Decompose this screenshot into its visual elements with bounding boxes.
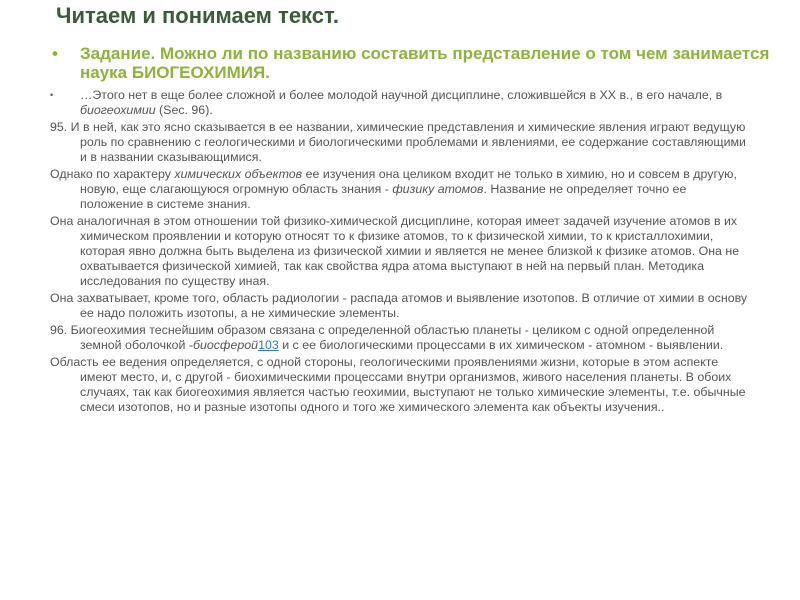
paragraph-text: Она аналогичная в этом отношении той физико-химической дисциплине, которая имеет задачей изучение атомов в их химическом проявлении и которую относят то к физике атомов, то к физической химии, то к кристаллохимии, которая явно должна быть выделена из физической химии и является не менее близкой к физике атомов. Она не охватывается физической химией, так как свойства ядра атома выступают в ней на первый план. Методика исследования по существу иная.: [50, 214, 740, 288]
paragraph-text: 96. Биогеохимия теснейшим образом связана с определенной областью планеты - целиком с одной определенной земной оболочкой -: [50, 323, 715, 352]
paragraph-chemical-objects: [50, 167, 750, 212]
task-bullet-item: [52, 44, 772, 82]
paragraph-text: Однако по характеру: [50, 167, 175, 181]
paragraph-95: [50, 120, 750, 165]
paragraph-text: …Этого нет в еще более сложной и более молодой научной дисциплине, сложившейся в XX в., в его начале, в: [80, 88, 723, 102]
body-text: [50, 88, 750, 417]
paragraph-text: . Название не определяет точно ее положение в системе знания.: [80, 182, 687, 211]
bullet-icon: •: [50, 90, 54, 100]
paragraph-text: Она захватывает, кроме того, область радиологии - распада атомов и выявление изотопов. В отличие от химии в основу ее надо положить изотопы, а не химические элементы.: [50, 291, 748, 320]
emphasis-text: биогеохимии: [80, 103, 156, 117]
footnote-link[interactable]: 103: [258, 338, 279, 352]
paragraph-96: [50, 323, 750, 353]
slide-title: Читаем и понимаем текст.: [56, 3, 339, 28]
emphasis-text: химических объектов: [174, 167, 303, 181]
paragraph-text: и с ее биологическими процессами в их химическом - атомном - выявлении.: [278, 338, 724, 352]
paragraph-text: Область ее ведения определяется, с одной стороны, геологическими проявлениями жизни, которые в этом аспекте имеют место, и, с другой - биохимическими процессами внутри организмов, живого населения планеты. В обоих случаях, так как биогеохимия является частью геохимии, выступают не только химические элементы, т.е. обычные смеси изотопов, но и разные изотопы одного и того же химического элемента как объекты изучения..: [50, 355, 746, 414]
paragraph-text: ее изучения она целиком входит не только в химию, но и совсем в другую, новую, еще слагающуюся огромную область знания -: [80, 167, 737, 196]
paragraph-domain: [50, 355, 750, 415]
emphasis-text: физику атомов: [392, 182, 484, 196]
task-text: Задание. Можно ли по названию составить представление о том чем занимается наука БИОГЕОХИМИЯ.: [80, 44, 770, 82]
paragraph-radiology: [50, 291, 750, 321]
paragraph-physics-chemistry: [50, 214, 750, 289]
bullet-icon: •: [52, 44, 58, 63]
paragraph-text: (Sec. 96).: [155, 103, 213, 117]
paragraph-intro: [50, 88, 750, 118]
emphasis-text: биосферой: [193, 338, 259, 352]
paragraph-text: 95. И в ней, как это ясно сказывается в ее названии, химические представления и химические явления играют ведущую роль по сравнению с геологическими и биологическими проблемами и явлениями, ее содержание составляющими и в названии сказывающимися.: [50, 120, 746, 164]
